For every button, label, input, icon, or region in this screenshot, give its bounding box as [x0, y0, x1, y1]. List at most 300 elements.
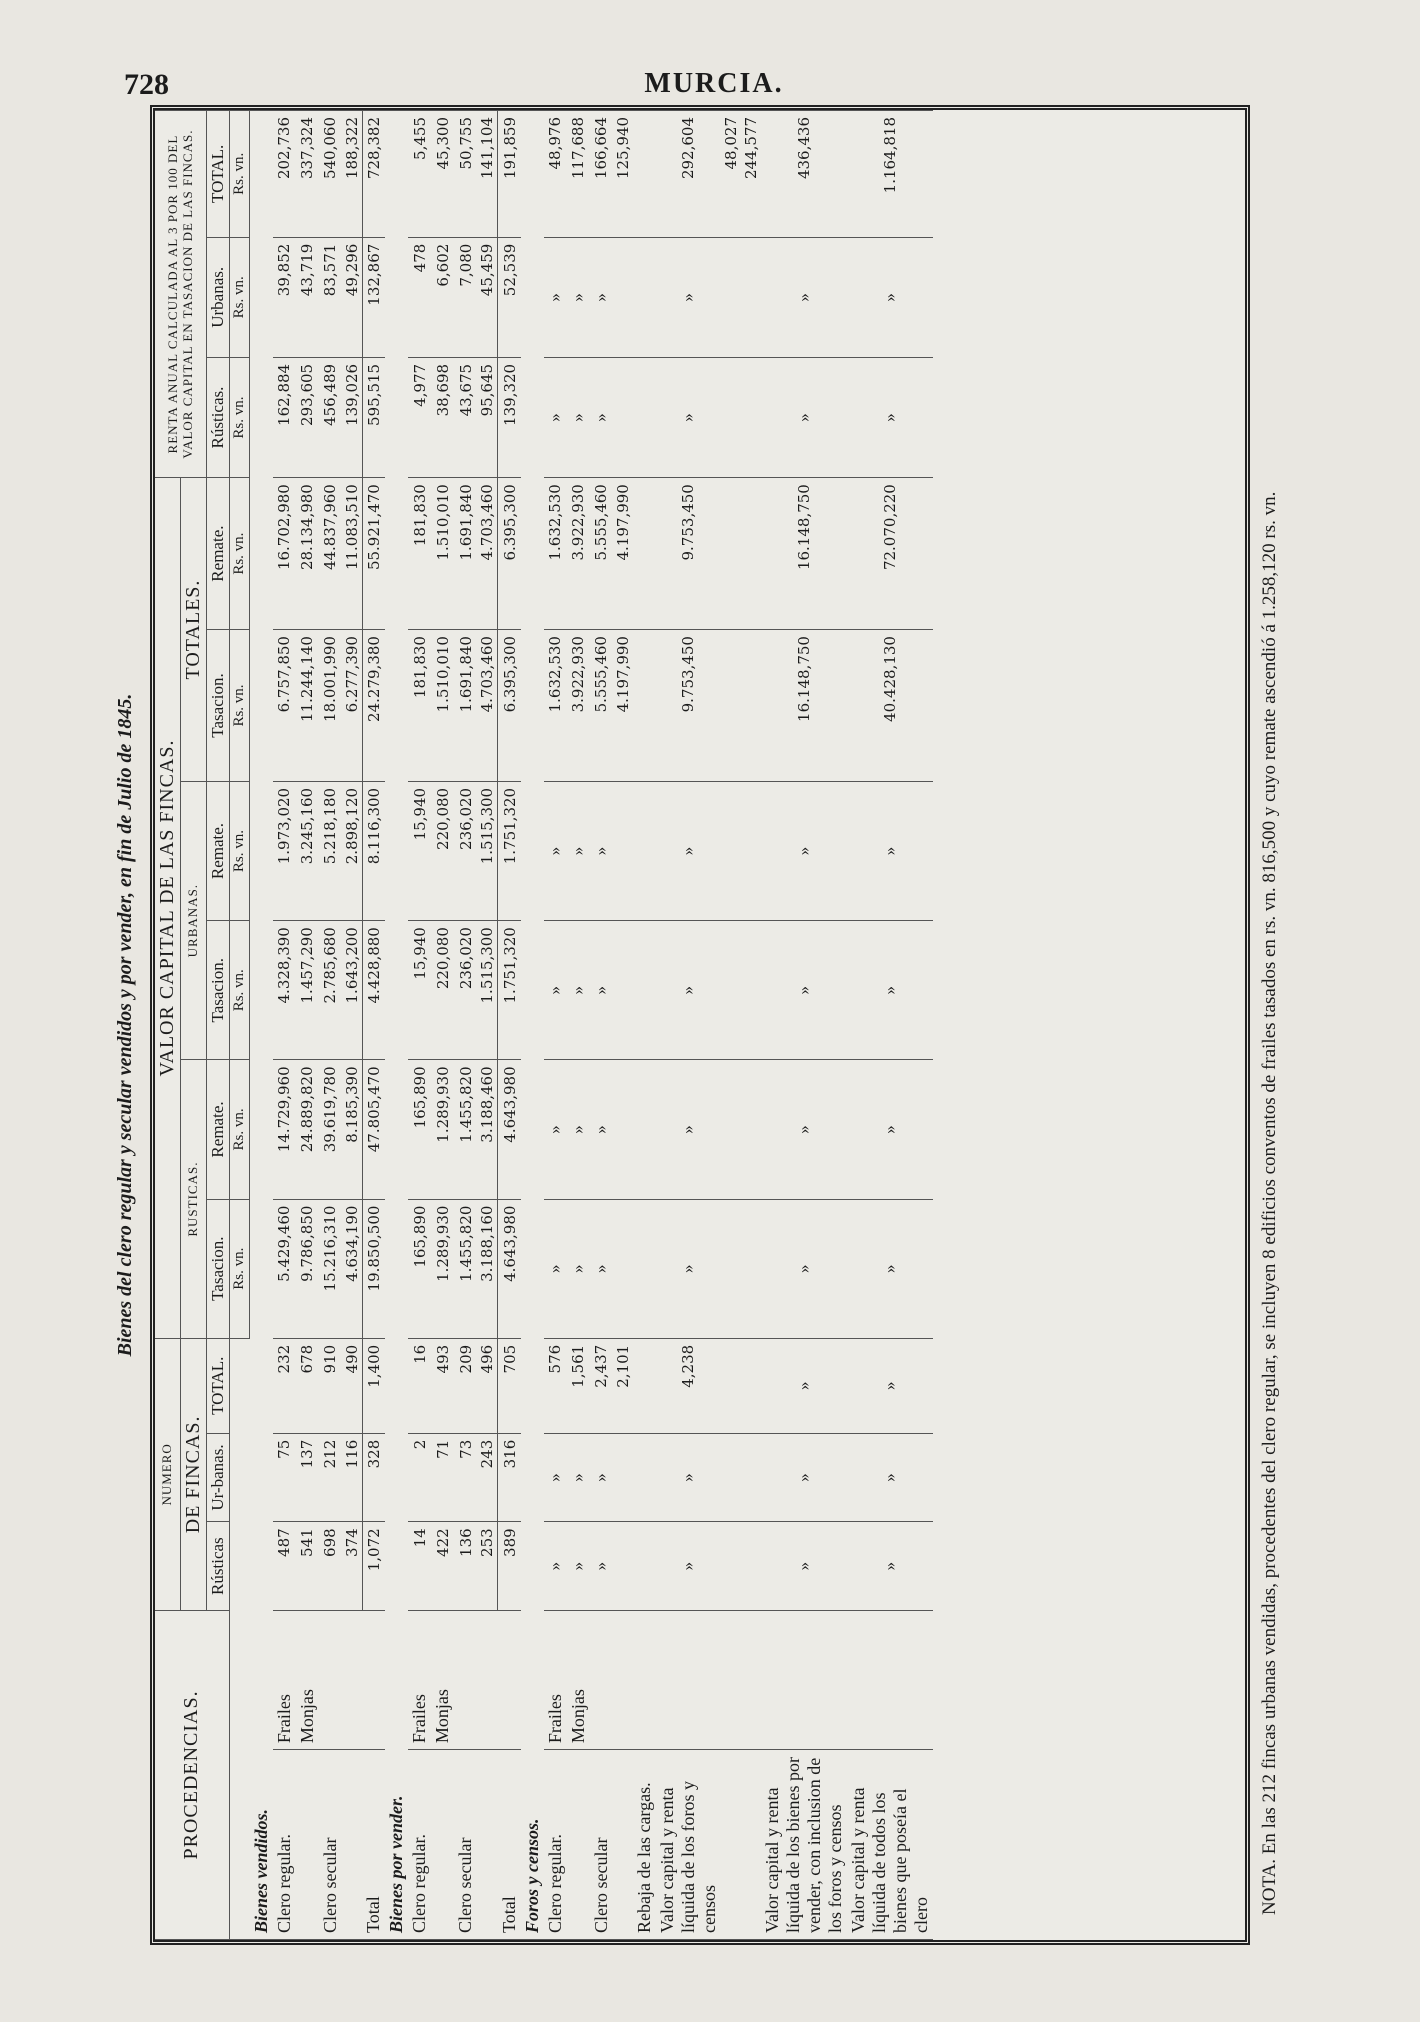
unit-label: Rs. vn. — [229, 357, 249, 477]
row-sublabel: Frailes — [273, 1610, 296, 1749]
table-cell — [613, 1522, 633, 1611]
table-cell: 678 — [296, 1338, 319, 1433]
row-label: Clero regular. — [273, 1750, 296, 1940]
section-label: Bienes por vender. — [385, 111, 408, 1940]
table-cell: 162,884 — [273, 357, 296, 477]
table-cell: 3.922,930 — [567, 478, 590, 630]
table-cell — [741, 478, 761, 630]
header-remate-tot: Remate. — [207, 478, 230, 630]
unit-label: Rs. vn. — [229, 1199, 249, 1338]
header-de-fincas: DE FINCAS. — [181, 1338, 207, 1610]
row-label: Clero secular — [319, 1750, 342, 1940]
table-cell — [633, 1338, 656, 1433]
table-cell — [721, 781, 741, 920]
unit-label: Rs. vn. — [229, 237, 249, 357]
row-sublabel — [362, 1610, 385, 1749]
table-cell: » — [544, 357, 567, 477]
table-cell: » — [590, 921, 613, 1060]
row-sublabel — [741, 1610, 761, 1749]
table-cell: » — [567, 237, 590, 357]
table-cell: 1.457,290 — [296, 921, 319, 1060]
table-row — [721, 111, 741, 1940]
table-cell: » — [544, 237, 567, 357]
table-cell: 212 — [319, 1433, 342, 1522]
header-procedencias: PROCEDENCIAS. — [155, 1610, 229, 1939]
table-cell — [741, 1433, 761, 1522]
table-cell — [741, 1199, 761, 1338]
row-sublabel — [761, 1610, 847, 1749]
table-cell: 496 — [477, 1338, 498, 1433]
table-cell: 328 — [362, 1433, 385, 1522]
table-row — [567, 111, 590, 1940]
table-cell — [633, 357, 656, 477]
table-cell: » — [567, 921, 590, 1060]
table-cell: 5.555,460 — [590, 630, 613, 782]
table-cell: 8.185,390 — [342, 1060, 363, 1199]
table-row — [741, 111, 761, 1940]
table-cell: 9.753,450 — [656, 630, 721, 782]
table-cell: 49,296 — [342, 237, 363, 357]
row-sublabel — [613, 1610, 633, 1749]
table-cell: » — [847, 1433, 933, 1522]
table-cell — [741, 630, 761, 782]
table-row — [319, 111, 342, 1940]
table-cell: 14 — [408, 1522, 431, 1611]
table-cell: 15.216,310 — [319, 1199, 342, 1338]
table-cell: 28.134,980 — [296, 478, 319, 630]
table-body — [249, 111, 933, 1940]
table-cell: 6.395,300 — [498, 630, 521, 782]
header-totales: TOTALES. — [181, 478, 207, 782]
table-cell — [721, 921, 741, 1060]
table-cell: 44.837,960 — [319, 478, 342, 630]
table-cell: 72.070,220 — [847, 478, 933, 630]
header-renta-total: TOTAL. — [207, 111, 230, 238]
table-cell: » — [590, 1199, 613, 1338]
table-cell: 540,060 — [319, 111, 342, 238]
table-cell: 243 — [477, 1433, 498, 1522]
unit-label: Rs. vn. — [229, 111, 249, 238]
table-cell: 5.218,180 — [319, 781, 342, 920]
table-cell: » — [761, 1338, 847, 1433]
table-cell: 15,940 — [408, 921, 431, 1060]
table-cell — [741, 237, 761, 357]
table-cell: 2 — [408, 1433, 431, 1522]
table-cell — [633, 1522, 656, 1611]
unit-label: Rs. vn. — [229, 781, 249, 920]
table-cell: 55.921,470 — [362, 478, 385, 630]
table-cell: 293,605 — [296, 357, 319, 477]
table-cell: 116 — [342, 1433, 363, 1522]
table-cell: 1.289,930 — [431, 1060, 454, 1199]
table-cell: 43,719 — [296, 237, 319, 357]
table-cell: 4.703,460 — [477, 630, 498, 782]
row-sublabel — [656, 1610, 721, 1749]
page-title: MURCIA. — [644, 68, 784, 99]
table-cell: 132,867 — [362, 237, 385, 357]
table-cell: 139,320 — [498, 357, 521, 477]
table-cell: 493 — [431, 1338, 454, 1433]
table-cell: 71 — [431, 1433, 454, 1522]
table-cell: 1.515,300 — [477, 921, 498, 1060]
table-cell: » — [847, 781, 933, 920]
table-row — [296, 111, 319, 1940]
table-cell: » — [590, 1522, 613, 1611]
table-cell: 2.785,680 — [319, 921, 342, 1060]
table-cell — [633, 111, 656, 238]
row-label: Clero secular — [590, 1750, 613, 1940]
table-cell: 1,072 — [362, 1522, 385, 1611]
table-cell: 95,645 — [477, 357, 498, 477]
total-row — [362, 111, 385, 1940]
table-cell: 3.922,930 — [567, 630, 590, 782]
table-cell: 374 — [342, 1522, 363, 1611]
header-remate-urb: Remate. — [207, 781, 230, 920]
table-cell: 576 — [544, 1338, 567, 1433]
row-label: Clero regular. — [544, 1750, 567, 1940]
table-cell: 232 — [273, 1338, 296, 1433]
table-cell: » — [761, 357, 847, 477]
table-cell: 4.703,460 — [477, 478, 498, 630]
table-cell — [613, 781, 633, 920]
table-cell: 5.555,460 — [590, 478, 613, 630]
table-cell: 220,080 — [431, 921, 454, 1060]
row-label — [342, 1750, 363, 1940]
table-cell: » — [847, 1060, 933, 1199]
table-cell: 456,489 — [319, 357, 342, 477]
table-cell: 4,238 — [656, 1338, 721, 1433]
table-cell: 1.751,320 — [498, 781, 521, 920]
table-cell: 436,436 — [761, 111, 847, 238]
page-header — [124, 68, 1304, 108]
table-cell: 595,515 — [362, 357, 385, 477]
table-cell: » — [544, 781, 567, 920]
table-cell — [613, 1060, 633, 1199]
table-cell: 4,977 — [408, 357, 431, 477]
table-cell: » — [656, 357, 721, 477]
table-cell: 117,688 — [567, 111, 590, 238]
table-cell: » — [544, 1199, 567, 1338]
header-urbanas: Ur-banas. — [207, 1433, 230, 1522]
table-cell: 1.455,820 — [454, 1199, 477, 1338]
table-cell: 4.634,190 — [342, 1199, 363, 1338]
table-cell: 188,322 — [342, 111, 363, 238]
row-label: Valor capital y renta líquida de todos los bienes que poseía el clero — [847, 1750, 933, 1940]
table-cell: 4.197,990 — [613, 478, 633, 630]
table-cell: 478 — [408, 237, 431, 357]
table-cell: 3.188,460 — [477, 1060, 498, 1199]
header-rusticas-cap: RUSTICAS. — [181, 1060, 207, 1338]
unit-label: Rs. vn. — [229, 478, 249, 630]
table-cell: » — [590, 1433, 613, 1522]
header-tasacion-urb: Tasacion. — [207, 921, 230, 1060]
table-row — [454, 111, 477, 1940]
table-cell: » — [847, 1522, 933, 1611]
table-cell: 45,300 — [431, 111, 454, 238]
table-cell: » — [656, 1522, 721, 1611]
table-cell: 422 — [431, 1522, 454, 1611]
row-label — [567, 1750, 590, 1940]
table-cell: » — [544, 1060, 567, 1199]
table-cell: » — [544, 921, 567, 1060]
row-label: Clero secular — [454, 1750, 477, 1940]
table-row — [590, 111, 613, 1940]
table-row — [273, 111, 296, 1940]
table-cell — [721, 357, 741, 477]
table-cell: 14.729,960 — [273, 1060, 296, 1199]
table-cell: 75 — [273, 1433, 296, 1522]
header-remate-rust: Remate. — [207, 1060, 230, 1199]
table-cell: 137 — [296, 1433, 319, 1522]
table-cell: 18.001,990 — [319, 630, 342, 782]
table-cell: 83,571 — [319, 237, 342, 357]
header-renta-urbanas: Urbanas. — [207, 237, 230, 357]
table-cell: 2.898,120 — [342, 781, 363, 920]
table-cell: 165,890 — [408, 1199, 431, 1338]
header-renta: RENTA ANUAL CALCULADA AL 3 POR 100 DEL VALOR CAPITAL EN TASACION DE LAS FINCAS. — [155, 111, 207, 478]
table-cell: » — [590, 1060, 613, 1199]
table-cell: 253 — [477, 1522, 498, 1611]
total-row — [498, 111, 521, 1940]
table-cell — [721, 1060, 741, 1199]
table-cell: 139,026 — [342, 357, 363, 477]
section-label: Foros y censos. — [521, 111, 544, 1940]
table-cell: 1.455,820 — [454, 1060, 477, 1199]
table-cell: 165,890 — [408, 1060, 431, 1199]
table-cell: » — [847, 237, 933, 357]
row-sublabel: Frailes — [408, 1610, 431, 1749]
header-tasacion-rust: Tasacion. — [207, 1199, 230, 1338]
table-cell: » — [567, 1060, 590, 1199]
table-cell — [741, 357, 761, 477]
table-cell — [741, 921, 761, 1060]
table-row — [656, 111, 721, 1940]
table-cell — [613, 357, 633, 477]
table-cell: 292,604 — [656, 111, 721, 238]
table-row — [431, 111, 454, 1940]
table-cell: 6.277,390 — [342, 630, 363, 782]
table-cell — [741, 1522, 761, 1611]
table-cell — [633, 630, 656, 782]
table-cell — [721, 1338, 741, 1433]
unit-label: Rs. vn. — [229, 630, 249, 782]
row-label — [477, 1750, 498, 1940]
table-cell: 5,455 — [408, 111, 431, 238]
header-tasacion-tot: Tasacion. — [207, 630, 230, 782]
table-cell — [721, 1433, 741, 1522]
table-cell: 6,602 — [431, 237, 454, 357]
table-caption: Bienes del clero regular y secular vendidos y por vender, en fin de Julio de 1845. — [114, 693, 136, 1357]
table-cell: » — [544, 1433, 567, 1522]
table-cell: 8.116,300 — [362, 781, 385, 920]
table-row — [477, 111, 498, 1940]
table-row — [847, 111, 933, 1940]
table-cell: » — [567, 357, 590, 477]
table-row — [544, 111, 567, 1940]
table-cell: 45,459 — [477, 237, 498, 357]
table-cell: » — [761, 1522, 847, 1611]
table-cell: » — [847, 921, 933, 1060]
row-sublabel: Frailes — [544, 1610, 567, 1749]
table-cell — [633, 921, 656, 1060]
row-sublabel — [319, 1610, 342, 1749]
header-valor: VALOR CAPITAL DE LAS FINCAS. — [155, 478, 181, 1339]
row-label: Total — [498, 1750, 521, 1940]
table-cell: 40.428,130 — [847, 630, 933, 782]
table-cell: » — [761, 921, 847, 1060]
table-cell: » — [761, 781, 847, 920]
header-numero: NUMERO — [155, 1338, 181, 1610]
table-cell: » — [761, 1199, 847, 1338]
row-sublabel — [847, 1610, 933, 1749]
table-cell: 6.757,850 — [273, 630, 296, 782]
table-cell — [721, 237, 741, 357]
row-label — [613, 1750, 633, 1940]
table-cell: 50,755 — [454, 111, 477, 238]
header-renta-rusticas: Rústicas. — [207, 357, 230, 477]
table-cell — [741, 1060, 761, 1199]
table-cell: 2,437 — [590, 1338, 613, 1433]
section-row — [249, 111, 273, 1940]
table-cell: 389 — [498, 1522, 521, 1611]
table-cell: » — [761, 1060, 847, 1199]
table-cell: 1.164,818 — [847, 111, 933, 238]
table-cell: » — [590, 237, 613, 357]
table-cell — [633, 237, 656, 357]
table-cell: » — [847, 1338, 933, 1433]
unit-label: Rs. vn. — [229, 921, 249, 1060]
table-cell: 125,940 — [613, 111, 633, 238]
property-table — [155, 110, 933, 1940]
table-cell: 16.148,750 — [761, 630, 847, 782]
section-label: Bienes vendidos. — [249, 111, 273, 1940]
section-row — [385, 111, 408, 1940]
table-cell: » — [656, 1199, 721, 1338]
table-cell: 5.429,460 — [273, 1199, 296, 1338]
table-cell: 24.889,820 — [296, 1060, 319, 1199]
table-cell: 181,830 — [408, 478, 431, 630]
table-cell — [613, 237, 633, 357]
table-cell: 236,020 — [454, 781, 477, 920]
table-cell: » — [847, 1199, 933, 1338]
table-cell: 15,940 — [408, 781, 431, 920]
table-cell: 4.197,990 — [613, 630, 633, 782]
table-frame — [150, 105, 1250, 1945]
row-sublabel: Monjas — [431, 1610, 454, 1749]
row-sublabel — [342, 1610, 363, 1749]
table-cell: 490 — [342, 1338, 363, 1433]
row-label — [741, 1750, 761, 1940]
table-cell: » — [567, 1522, 590, 1611]
table-cell — [613, 1433, 633, 1522]
table-cell: 6.395,300 — [498, 478, 521, 630]
table-cell: » — [656, 1433, 721, 1522]
table-cell: 1.632,530 — [544, 478, 567, 630]
table-cell — [741, 781, 761, 920]
table-cell: 209 — [454, 1338, 477, 1433]
table-cell: 1.632,530 — [544, 630, 567, 782]
row-sublabel — [454, 1610, 477, 1749]
table-cell: » — [567, 1199, 590, 1338]
table-cell — [613, 921, 633, 1060]
section-row — [521, 111, 544, 1940]
table-cell: 202,736 — [273, 111, 296, 238]
table-cell: 1.510,010 — [431, 478, 454, 630]
row-label — [431, 1750, 454, 1940]
rotated-table-block — [100, 105, 1320, 1945]
table-cell: 910 — [319, 1338, 342, 1433]
table-cell: 4.328,390 — [273, 921, 296, 1060]
table-cell: 43,675 — [454, 357, 477, 477]
table-cell: 1.691,840 — [454, 630, 477, 782]
table-cell: » — [761, 237, 847, 357]
table-cell — [741, 1338, 761, 1433]
row-label — [721, 1750, 741, 1940]
table-cell: 24.279,380 — [362, 630, 385, 782]
table-note: NOTA. En las 212 fincas urbanas vendidas, procedentes del clero regular, se incluyen 8 edificios conventos de frailes tasados en rs. vn. 816,500 y cuyo remate ascendió á 1.258,120 rs. vn. — [1259, 491, 1280, 1915]
table-cell: » — [590, 781, 613, 920]
table-cell: 541 — [296, 1522, 319, 1611]
row-label: Valor capital y renta líquida de los bienes por vender, con inclusion de los foros y censos — [761, 1750, 847, 1940]
table-row — [613, 111, 633, 1940]
row-sublabel — [633, 1610, 656, 1749]
table-cell: » — [567, 1433, 590, 1522]
table-cell: 166,664 — [590, 111, 613, 238]
table-cell: 705 — [498, 1338, 521, 1433]
table-cell: 16.148,750 — [761, 478, 847, 630]
table-cell: 181,830 — [408, 630, 431, 782]
row-sublabel — [590, 1610, 613, 1749]
table-cell: 1,400 — [362, 1338, 385, 1433]
table-cell: 220,080 — [431, 781, 454, 920]
table-cell: 1.751,320 — [498, 921, 521, 1060]
table-cell: 1.289,930 — [431, 1199, 454, 1338]
table-cell — [613, 1199, 633, 1338]
table-cell: » — [656, 237, 721, 357]
table-cell — [633, 781, 656, 920]
row-label: Total — [362, 1750, 385, 1940]
table-cell: 4.428,880 — [362, 921, 385, 1060]
table-cell: » — [847, 357, 933, 477]
row-sublabel — [721, 1610, 741, 1749]
table-cell: 1.973,020 — [273, 781, 296, 920]
row-label: Valor capital y renta líquida de los foros y censos — [656, 1750, 721, 1940]
table-cell — [633, 1433, 656, 1522]
table-cell: » — [567, 781, 590, 920]
table-cell: » — [656, 1060, 721, 1199]
page-number: 728 — [124, 68, 169, 101]
table-cell: 2,101 — [613, 1338, 633, 1433]
table-cell: 236,020 — [454, 921, 477, 1060]
table-cell: 19.850,500 — [362, 1199, 385, 1338]
table-cell — [721, 630, 741, 782]
table-row — [633, 111, 656, 1940]
table-cell: 3.245,160 — [296, 781, 319, 920]
table-row — [342, 111, 363, 1940]
table-cell: » — [656, 921, 721, 1060]
table-row — [408, 111, 431, 1940]
row-label — [296, 1750, 319, 1940]
table-cell: 16.702,980 — [273, 478, 296, 630]
row-label: Rebaja de las cargas. — [633, 1750, 656, 1940]
table-cell: 9.786,850 — [296, 1199, 319, 1338]
table-cell: 11.083,510 — [342, 478, 363, 630]
table-cell: » — [590, 357, 613, 477]
table-cell: 244,577 — [741, 111, 761, 238]
table-cell: 39.619,780 — [319, 1060, 342, 1199]
table-cell: 1.643,200 — [342, 921, 363, 1060]
table-cell: 698 — [319, 1522, 342, 1611]
